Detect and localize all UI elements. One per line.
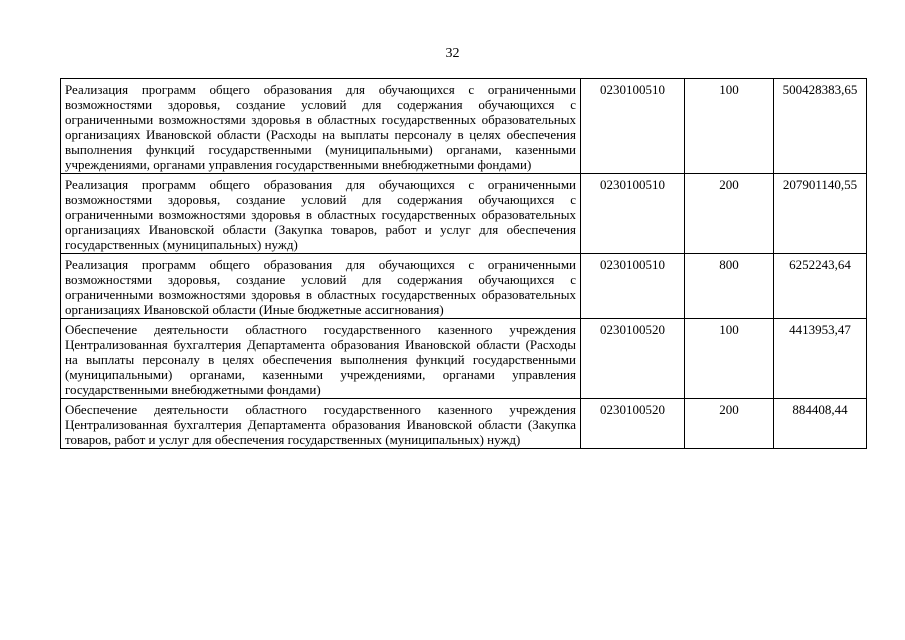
row-amount: 6252243,64 [774, 254, 867, 319]
table-row [61, 79, 867, 174]
row-expense-type: 800 [685, 254, 774, 319]
row-target-code: 0230100510 [581, 174, 685, 254]
page-number: 32 [445, 46, 460, 61]
row-description: Реализация программ общего образования для обучающихся с ограниченными возможностями здоровья, создание условий для содержания обучающихся с ограниченными возможностями здоровья в областных государственных образовательных организациях Ивановской области (Расходы на выплаты персоналу в целях обеспечения выполнения функций государственными (муниципальными) органами, казенными учреждениями, органами управления государственными внебюджетными фондами) [61, 79, 581, 174]
row-expense-type: 200 [685, 174, 774, 254]
row-expense-type: 100 [685, 319, 774, 399]
row-description: Реализация программ общего образования для обучающихся с ограниченными возможностями здоровья, создание условий для содержания обучающихся с ограниченными возможностями здоровья в областных государственных образовательных организациях Ивановской области (Иные бюджетные ассигнования) [61, 254, 581, 319]
table-row [61, 174, 867, 254]
row-expense-type: 200 [685, 399, 774, 449]
row-expense-type: 100 [685, 79, 774, 174]
row-target-code: 0230100520 [581, 399, 685, 449]
table-row [61, 399, 867, 449]
table-row [61, 319, 867, 399]
row-amount: 4413953,47 [774, 319, 867, 399]
row-description: Обеспечение деятельности областного государственного казенного учреждения Централизованная бухгалтерия Департамента образования Ивановской области (Закупка товаров, работ и услуг для обеспечения государственных (муниципальных) нужд) [61, 399, 581, 449]
row-description: Обеспечение деятельности областного государственного казенного учреждения Централизованная бухгалтерия Департамента образования Ивановской области (Расходы на выплаты персоналу в целях обеспечения выполнения функций государственными (муниципальными) органами, казенными учреждениями, органами управления государственными внебюджетными фондами) [61, 319, 581, 399]
row-amount: 500428383,65 [774, 79, 867, 174]
table-row [61, 254, 867, 319]
budget-table [60, 78, 867, 449]
row-target-code: 0230100510 [581, 254, 685, 319]
row-amount: 207901140,55 [774, 174, 867, 254]
row-target-code: 0230100510 [581, 79, 685, 174]
row-amount: 884408,44 [774, 399, 867, 449]
row-target-code: 0230100520 [581, 319, 685, 399]
row-description: Реализация программ общего образования для обучающихся с ограниченными возможностями здоровья, создание условий для содержания обучающихся с ограниченными возможностями здоровья в областных государственных образовательных организациях Ивановской области (Закупка товаров, работ и услуг для обеспечения государственных (муниципальных) нужд) [61, 174, 581, 254]
